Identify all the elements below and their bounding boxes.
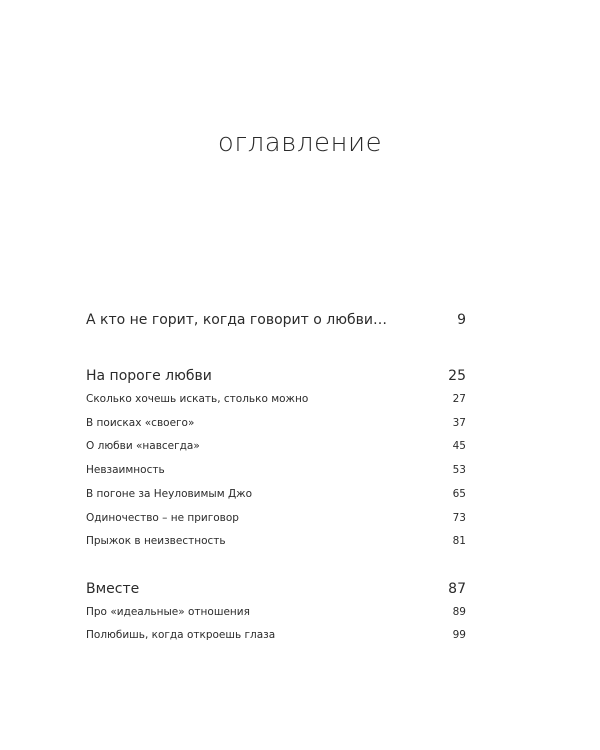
toc-entry-label: Прыжок в неизвестность <box>86 535 226 547</box>
toc-part-heading[interactable] <box>86 581 466 597</box>
toc-entry-page: 99 <box>452 629 466 641</box>
toc-entry-label: Сколько хочешь искать, столько можно <box>86 393 309 405</box>
toc-chapter[interactable] <box>86 440 466 452</box>
toc-entry-label: В погоне за Неуловимым Джо <box>86 488 253 500</box>
toc-chapter[interactable] <box>86 393 466 405</box>
toc-chapter[interactable] <box>86 488 466 500</box>
toc-entry-label: О любви «навсегда» <box>86 440 200 452</box>
toc-entry-label: В поисках «своего» <box>86 417 195 429</box>
toc-entry-page: 9 <box>457 312 466 328</box>
toc-chapter[interactable] <box>86 606 466 618</box>
toc-entry-label: На пороге любви <box>86 368 212 384</box>
toc-entry-page: 53 <box>452 464 466 476</box>
toc-entry-label: Вместе <box>86 581 140 597</box>
toc-entry-page: 25 <box>448 368 466 384</box>
toc-entry-label: Про «идеальные» отношения <box>86 606 250 618</box>
toc-entry-intro[interactable] <box>86 312 466 328</box>
toc-chapter[interactable] <box>86 464 466 476</box>
toc-entry-page: 81 <box>452 535 466 547</box>
toc-entry-label: Невзаимность <box>86 464 165 476</box>
toc-entry-page: 27 <box>452 393 466 405</box>
toc-entry-label: Полюбишь, когда откроешь глаза <box>86 629 276 641</box>
toc-entry-page: 87 <box>448 581 466 597</box>
toc-entry-page: 65 <box>452 488 466 500</box>
toc-entry-page: 73 <box>452 512 466 524</box>
toc-entry-page: 45 <box>452 440 466 452</box>
toc-entry-page: 89 <box>452 606 466 618</box>
toc-entry-label: А кто не горит, когда говорит о любви… <box>86 312 387 328</box>
toc-entry-label: Одиночество – не приговор <box>86 512 239 524</box>
toc-part-heading[interactable] <box>86 368 466 384</box>
toc-chapter[interactable] <box>86 535 466 547</box>
toc-chapter[interactable] <box>86 629 466 641</box>
toc-chapter[interactable] <box>86 417 466 429</box>
page-title: оглавление <box>217 128 383 158</box>
toc-entry-page: 37 <box>452 417 466 429</box>
toc-chapter[interactable] <box>86 512 466 524</box>
